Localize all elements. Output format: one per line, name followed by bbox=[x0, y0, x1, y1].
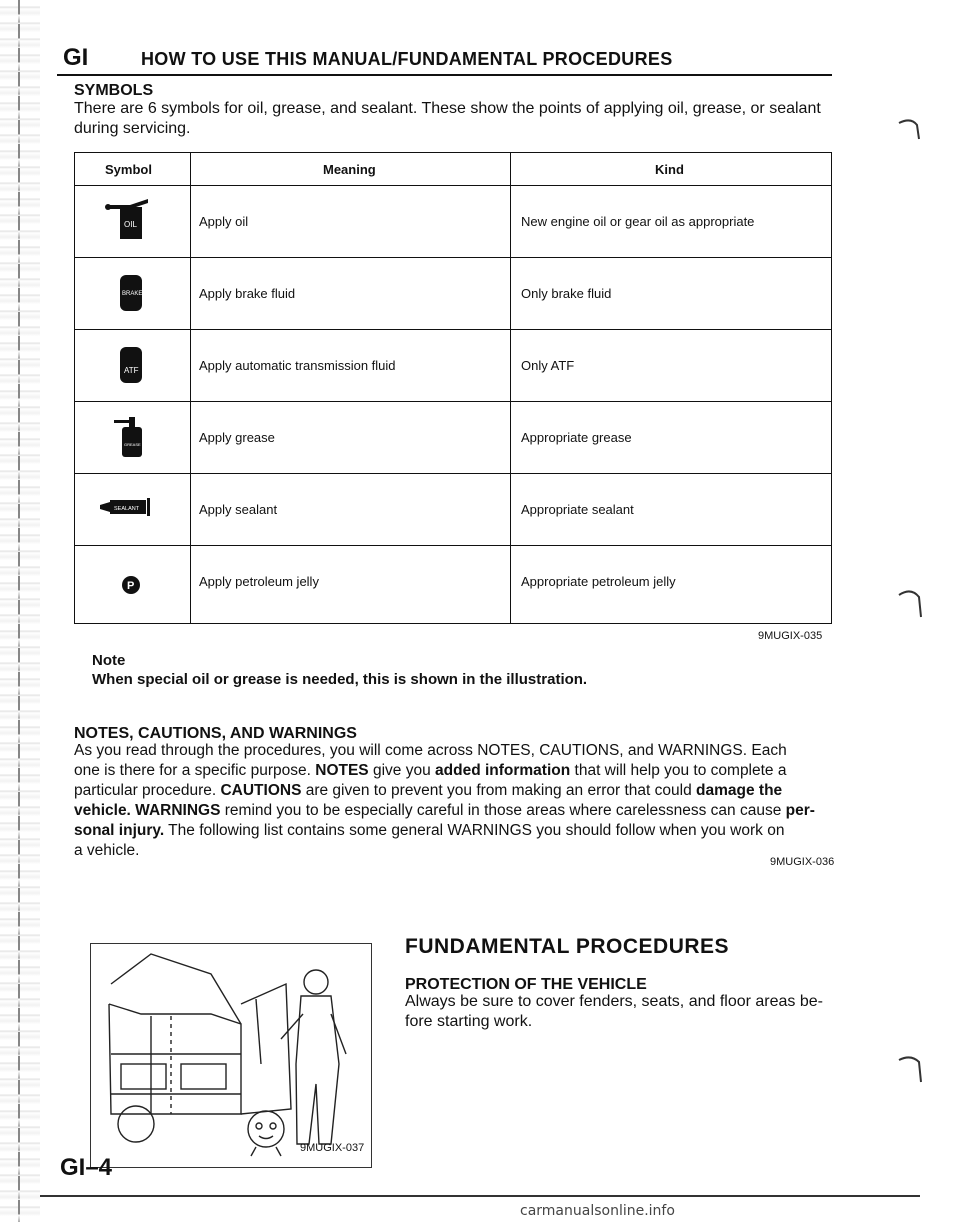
protection-line-1: Always be sure to cover fenders, seats, and floor areas be- bbox=[405, 993, 823, 1010]
protection-line-2: fore starting work. bbox=[405, 1013, 533, 1030]
note-block bbox=[92, 651, 587, 689]
kind-cell: Appropriate grease bbox=[521, 430, 632, 445]
brake-fluid-icon bbox=[100, 271, 160, 315]
table-row bbox=[75, 257, 831, 330]
footer-rule bbox=[40, 1195, 920, 1197]
kind-cell: Only ATF bbox=[521, 358, 575, 373]
margin-mark bbox=[895, 1052, 925, 1092]
page-header bbox=[57, 38, 832, 76]
oil-icon-label: OIL bbox=[124, 220, 137, 229]
meaning-cell: Apply brake fluid bbox=[199, 286, 296, 301]
warnings-line: a vehicle. bbox=[74, 842, 140, 859]
table-row bbox=[75, 401, 831, 474]
figure-ref-037: 9MUGIX-037 bbox=[300, 1142, 365, 1154]
figure-ref-036: 9MUGIX-036 bbox=[770, 856, 835, 868]
page-title: HOW TO USE THIS MANUAL/FUNDAMENTAL PROCEDURES bbox=[141, 49, 673, 69]
warnings-line: As you read through the procedures, you will come across NOTES, CAUTIONS, and WARNINGS. Each bbox=[74, 742, 787, 759]
warnings-line: particular procedure. CAUTIONS are given to prevent you from making an error that could damage the bbox=[74, 782, 783, 799]
col-symbol: Symbol bbox=[105, 162, 152, 177]
figure-ref-035: 9MUGIX-035 bbox=[758, 630, 823, 642]
note-label: Note bbox=[92, 652, 126, 669]
warnings-paragraph bbox=[74, 741, 834, 861]
note-text: When special oil or grease is needed, this is shown in the illustration. bbox=[92, 671, 588, 688]
symbols-intro-line-1: There are 6 symbols for oil, grease, and sealant. These show the points of applying oil, grease, or sealant bbox=[74, 100, 821, 117]
sealant-icon-label: SEALANT bbox=[114, 506, 140, 512]
table-row bbox=[75, 473, 831, 546]
margin-mark bbox=[895, 115, 925, 145]
table-header bbox=[75, 153, 831, 186]
warnings-line: vehicle. WARNINGS remind you to be especially careful in those areas where carelessness can cause per- bbox=[74, 802, 815, 819]
fundamental-procedures-title: FUNDAMENTAL PROCEDURES bbox=[405, 935, 730, 958]
grease-icon bbox=[100, 415, 160, 459]
table-row bbox=[75, 329, 831, 402]
symbols-heading: SYMBOLS bbox=[74, 82, 154, 99]
col-meaning: Meaning bbox=[323, 162, 376, 177]
meaning-cell: Apply sealant bbox=[199, 502, 278, 517]
protection-heading: PROTECTION OF THE VEHICLE bbox=[405, 976, 647, 993]
col-kind: Kind bbox=[655, 162, 684, 177]
kind-cell: New engine oil or gear oil as appropriate bbox=[521, 214, 755, 229]
section-code: GI bbox=[63, 44, 89, 71]
meaning-cell: Apply petroleum jelly bbox=[199, 574, 319, 589]
sealant-tube-icon bbox=[100, 487, 160, 531]
meaning-cell: Apply grease bbox=[199, 430, 275, 445]
warnings-heading: NOTES, CAUTIONS, AND WARNINGS bbox=[74, 725, 357, 742]
meaning-cell: Apply automatic transmission fluid bbox=[199, 358, 396, 373]
warnings-line: sonal injury. The following list contains some general WARNINGS you should follow when you work on bbox=[74, 822, 785, 839]
petroleum-jelly-icon bbox=[100, 559, 160, 603]
symbols-table bbox=[74, 152, 832, 624]
kind-cell: Only brake fluid bbox=[521, 286, 612, 301]
jelly-icon-label: P bbox=[127, 580, 135, 592]
oil-can-icon bbox=[100, 199, 160, 243]
margin-mark bbox=[895, 585, 925, 625]
atf-icon-label: ATF bbox=[124, 366, 139, 375]
scan-binding-edge bbox=[0, 0, 40, 1222]
kind-cell: Appropriate sealant bbox=[521, 502, 634, 517]
watermark: carmanualsonline.info bbox=[520, 1203, 675, 1219]
vehicle-protection-illustration bbox=[90, 943, 372, 1168]
grease-icon-label: GREASE bbox=[124, 442, 141, 447]
table-row bbox=[75, 545, 831, 617]
page-number: GI–4 bbox=[60, 1154, 113, 1181]
table-row bbox=[75, 185, 831, 258]
warnings-line: one is there for a specific purpose. NOTES give you added information that will help you to complete a bbox=[74, 762, 787, 779]
symbols-intro-line-2: during servicing. bbox=[74, 120, 191, 137]
meaning-cell: Apply oil bbox=[199, 214, 249, 229]
kind-cell: Appropriate petroleum jelly bbox=[521, 574, 676, 589]
brake-icon-label: BRAKE FLUID bbox=[122, 291, 160, 297]
atf-icon bbox=[100, 343, 160, 387]
